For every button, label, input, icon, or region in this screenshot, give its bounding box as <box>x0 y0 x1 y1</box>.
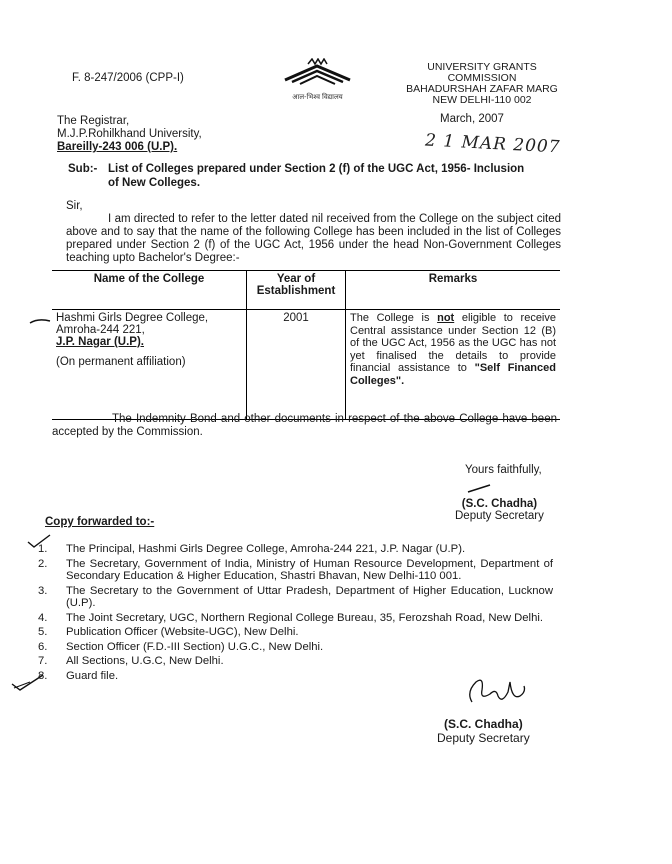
list-item: 1. The Principal, Hashmi Girls Degree College, Amroha-244 221, J.P. Nagar (U.P). <box>38 543 466 555</box>
initial-mark-icon <box>465 482 495 496</box>
addressee-line-2: M.J.P.Rohilkhand University, <box>57 128 202 140</box>
year-cell: 2001 <box>247 310 346 420</box>
college-name: Hashmi Girls Degree College, <box>56 312 209 324</box>
body-text: I am directed to refer to the letter dated nil received from the College on the subject cited above and to say that the name of the following College has been included in the list of Colleges prepared under Section 2 (f) of the UGC Act, 1956 under the head Non-Government Colleges teaching upto Bachelor's Degree:- <box>66 213 561 264</box>
handwritten-signature-icon <box>462 672 532 712</box>
addressee-line-1: The Registrar, <box>57 115 130 127</box>
list-item: 5. Publication Officer (Website-UGC), New Delhi. <box>38 626 299 638</box>
margin-arrow-icon <box>28 314 52 328</box>
ugc-emblem-icon <box>280 58 355 90</box>
header-year: Year of Establishment <box>247 271 346 310</box>
check-mark-icon <box>10 672 46 694</box>
list-item: 6. Section Officer (F.D.-III Section) U.G.C., New Delhi. <box>38 640 324 653</box>
org-street: BAHADURSHAH ZAFAR MARG <box>406 83 558 95</box>
remarks-cell <box>346 310 561 420</box>
signatory2-title: Deputy Secretary <box>437 731 530 745</box>
subject-line-2: of New Colleges. <box>108 177 201 189</box>
list-item: 3. The Secretary to the Government of Uttar Pradesh, Department of Higher Education, Lucknow (U.P). <box>38 584 553 609</box>
logo-caption: आल‑भिश्व विद्यालय <box>292 94 343 101</box>
salutation: Sir, <box>66 200 83 212</box>
indemnity-text: The Indemnity Bond and other documents in respect of the above College have been accepted by the Commission. <box>52 413 557 438</box>
header-remarks: Remarks <box>346 271 561 310</box>
college-place: Amroha-244 221, <box>56 324 145 336</box>
letter-date: March, 2007 <box>440 113 504 125</box>
addressee <box>57 115 202 154</box>
date-stamp: 2 1 MAR 2007 <box>424 130 562 158</box>
college-cell <box>52 310 247 420</box>
indemnity-paragraph <box>52 413 557 439</box>
list-item: 2. The Secretary, Government of India, Ministry of Human Resource Development, Department of Secondary Education & Higher Education, Shastri Bhavan, New Delhi-110 001. <box>38 557 553 582</box>
remarks-pre: The College is <box>350 312 430 324</box>
body-paragraph <box>66 213 561 265</box>
signatory-title: Deputy Secretary <box>455 510 544 522</box>
subject-line-1: List of Colleges prepared under Section 2 (f) of the UGC Act, 1956- Inclusion <box>108 163 525 175</box>
addressee-line-3: Bareilly-243 006 (U.P). <box>57 141 178 153</box>
college-district: J.P. Nagar (U.P). <box>56 336 144 348</box>
subject-label: Sub:- <box>68 163 98 175</box>
remarks-bold: "Self Financed Colleges". <box>350 362 556 387</box>
college-affiliation: (On permanent affiliation) <box>56 356 186 368</box>
org-name: UNIVERSITY GRANTS COMMISSION <box>427 61 537 84</box>
ugc-logo <box>280 58 355 102</box>
copy-list <box>38 543 553 684</box>
signatory-block-2 <box>437 717 530 745</box>
org-city: NEW DELHI-110 002 <box>432 94 532 106</box>
remarks-mid: eligible to receive Central assistance under Section 12 (B) of the UGC Act, 1956 as the UGC has not yet finalised the details to provide financial assistance to <box>350 312 556 374</box>
signatory-block <box>455 498 544 522</box>
remarks-text <box>350 312 556 387</box>
file-reference: F. 8-247/2006 (CPP-I) <box>72 72 184 84</box>
closing: Yours faithfully, <box>465 464 542 476</box>
table-header-row <box>52 271 560 310</box>
signatory-name: (S.C. Chadha) <box>461 498 538 510</box>
subject <box>68 162 568 190</box>
organization-address <box>392 62 572 106</box>
signatory2-name: (S.C. Chadha) <box>444 717 523 731</box>
list-item: 4. The Joint Secretary, UGC, Northern Regional College Bureau, 35, Ferozshah Road, New Delhi. <box>38 611 544 624</box>
table-row <box>52 310 560 420</box>
list-item: 8. Guard file. <box>38 669 119 682</box>
remarks-not: not <box>437 312 455 324</box>
list-item: 7. All Sections, U.G.C, New Delhi. <box>38 655 224 667</box>
header-college-name: Name of the College <box>52 271 247 310</box>
copy-forwarded-heading: Copy forwarded to:- <box>45 516 155 528</box>
college-table <box>52 270 560 420</box>
